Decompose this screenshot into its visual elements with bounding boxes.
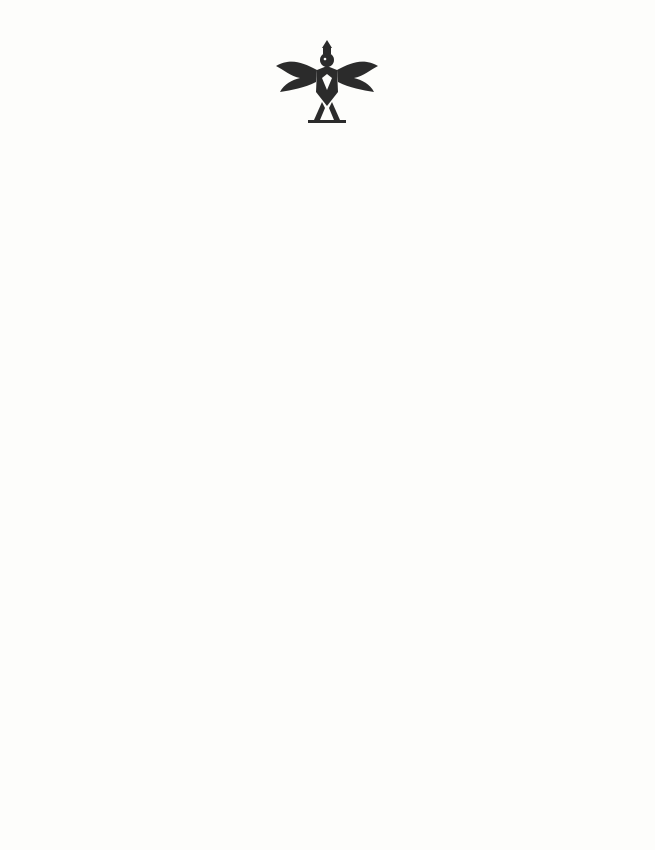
garuda-emblem-icon: [272, 36, 382, 128]
body-paragraph: [82, 210, 572, 226]
numbered-clause: [82, 275, 572, 291]
numbered-clause: [82, 254, 572, 270]
numbered-clause: [82, 317, 572, 333]
announcement-body: [82, 210, 572, 338]
numbered-clause: [82, 296, 572, 312]
body-paragraph: [82, 232, 572, 248]
